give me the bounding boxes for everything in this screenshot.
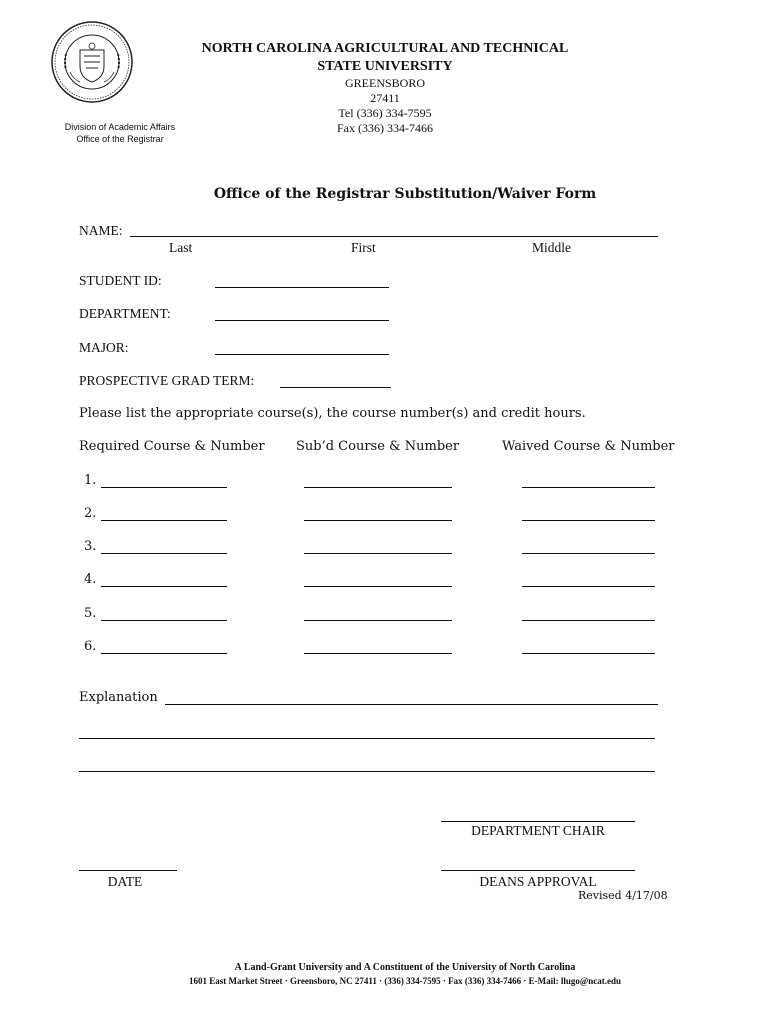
date-field[interactable] — [79, 870, 177, 871]
name-last-label: Last — [169, 240, 193, 255]
department-chair-label: DEPARTMENT CHAIR — [471, 823, 605, 838]
student-id-label: STUDENT ID: — [79, 273, 162, 288]
grad-term-field[interactable] — [280, 387, 391, 388]
row-number: 2. — [84, 506, 97, 521]
row-number: 6. — [84, 639, 97, 654]
row-number: 4. — [84, 572, 97, 587]
waived-course-field[interactable] — [522, 586, 655, 587]
university-name-line2: STATE UNIVERSITY — [317, 59, 453, 74]
department-chair-signature[interactable] — [441, 821, 635, 822]
substituted-course-field[interactable] — [304, 620, 452, 621]
substituted-course-field[interactable] — [304, 553, 452, 554]
required-course-field[interactable] — [101, 553, 227, 554]
university-seal — [50, 20, 134, 104]
department-label: DEPARTMENT: — [79, 306, 171, 321]
fax: Fax (336) 334-7466 — [337, 121, 433, 135]
waived-course-field[interactable] — [522, 620, 655, 621]
required-course-field[interactable] — [101, 620, 227, 621]
name-label: NAME: — [79, 223, 123, 238]
waived-course-field[interactable] — [522, 520, 655, 521]
required-course-field[interactable] — [101, 653, 227, 654]
explanation-field-line1[interactable] — [165, 704, 658, 705]
division-block — [52, 121, 188, 145]
column-required: Required Course & Number — [79, 439, 265, 454]
explanation-label: Explanation — [79, 690, 158, 705]
column-waived: Waived Course & Number — [502, 439, 675, 454]
division-name: Division of Academic Affairs — [64, 122, 176, 132]
form-title: Office of the Registrar Substitution/Waiver Form — [213, 186, 597, 202]
substituted-course-field[interactable] — [304, 487, 452, 488]
substituted-course-field[interactable] — [304, 586, 452, 587]
waived-course-field[interactable] — [522, 553, 655, 554]
deans-approval-signature[interactable] — [441, 870, 635, 871]
university-name — [170, 40, 600, 76]
waived-course-field[interactable] — [522, 487, 655, 488]
major-label: MAJOR: — [79, 340, 129, 355]
date-label: DATE — [107, 874, 143, 889]
name-first-label: First — [351, 240, 376, 255]
footer-tagline: A Land-Grant University and A Constituent of the University of North Carolina — [234, 962, 576, 973]
required-course-field[interactable] — [101, 487, 227, 488]
city: GREENSBORO — [344, 76, 425, 90]
required-course-field[interactable] — [101, 520, 227, 521]
required-course-field[interactable] — [101, 586, 227, 587]
grad-term-label: PROSPECTIVE GRAD TERM: — [79, 373, 255, 388]
waived-course-field[interactable] — [522, 653, 655, 654]
row-number: 1. — [84, 473, 97, 488]
contact-block — [285, 76, 485, 136]
row-number: 3. — [84, 539, 97, 554]
substituted-course-field[interactable] — [304, 653, 452, 654]
column-substituted: Sub’d Course & Number — [296, 439, 460, 454]
name-field[interactable] — [130, 236, 658, 237]
office-name: Office of the Registrar — [76, 134, 164, 144]
university-name-line1: NORTH CAROLINA AGRICULTURAL AND TECHNICAL — [201, 41, 569, 56]
deans-approval-label: DEANS APPROVAL — [479, 874, 597, 889]
row-number: 5. — [84, 606, 97, 621]
student-id-field[interactable] — [215, 287, 389, 288]
major-field[interactable] — [215, 354, 389, 355]
telephone: Tel (336) 334-7595 — [338, 106, 432, 120]
department-field[interactable] — [215, 320, 389, 321]
substituted-course-field[interactable] — [304, 520, 452, 521]
explanation-field-line3[interactable] — [79, 771, 655, 772]
revision-date: Revised 4/17/08 — [578, 889, 668, 902]
name-middle-label: Middle — [532, 240, 571, 255]
footer-address: 1601 East Market Street · Greensboro, NC 27411 · (336) 334-7595 · Fax (336) 334-7466 · E-Mail: llugo@ncat.edu — [188, 976, 622, 986]
instructions: Please list the appropriate course(s), the course number(s) and credit hours. — [79, 406, 586, 421]
zip-code: 27411 — [370, 91, 400, 105]
explanation-field-line2[interactable] — [79, 738, 655, 739]
